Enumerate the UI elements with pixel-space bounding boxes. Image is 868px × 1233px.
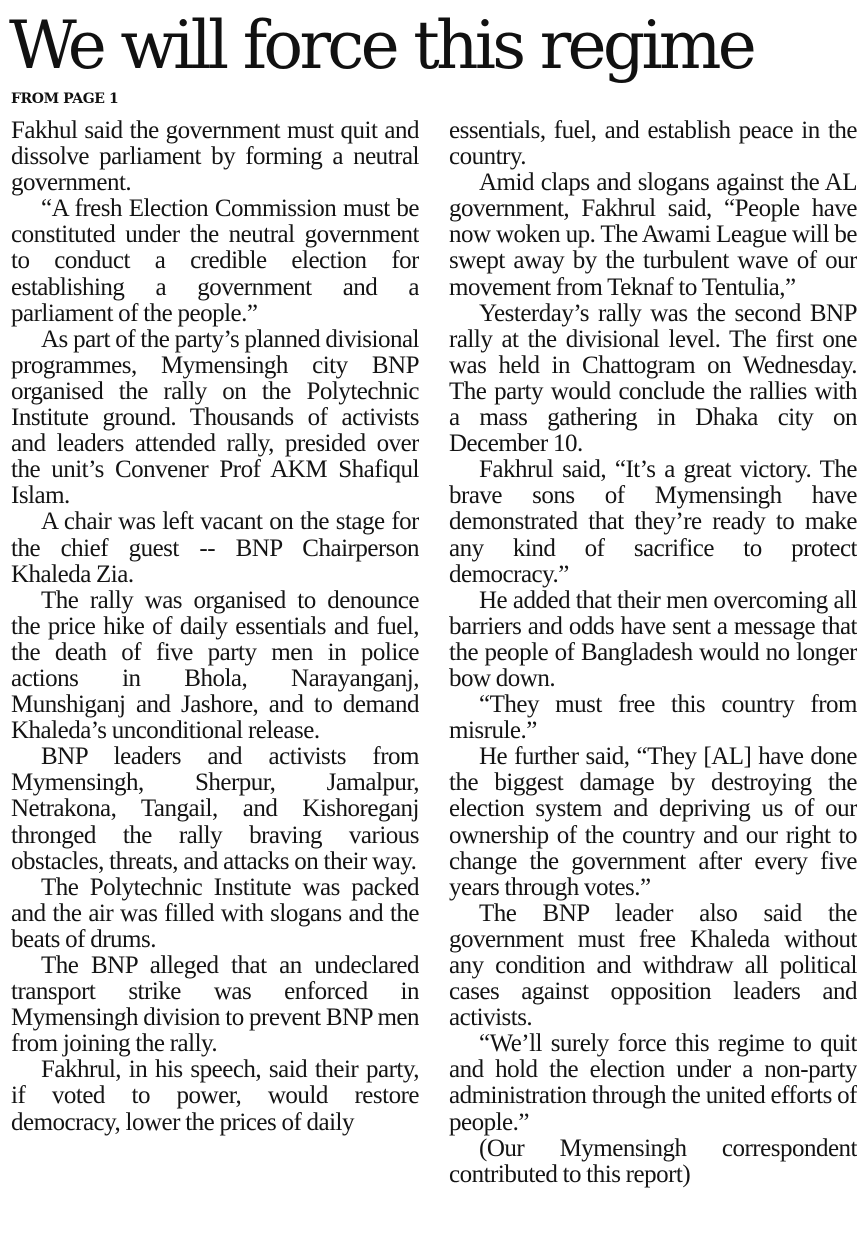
paragraph: As part of the party’s planned divisional programmes, Mymensingh city BNP organised the rally on the Polytechnic Institute ground. Thousands of activists and leaders attended rally, presided over the unit’s Convener Prof AKM Shafiqul Islam. (11, 325, 419, 510)
credit-line: (Our Mymensingh correspondent contributed to this report) (449, 1134, 857, 1188)
paragraph: He added that their men overcoming all barriers and odds have sent a message that the people of Bangladesh would no longer bow down. (449, 586, 857, 692)
paragraph: “A fresh Election Commission must be constituted under the neutral government to conduct a credible election for establishing a government and a parliament of the people.” (11, 195, 419, 327)
paragraph: “They must free this country from misrule.” (449, 691, 857, 745)
paragraph: Fakhul said the government must quit and dissolve parliament by forming a neutral government. (11, 118, 419, 197)
paragraph: The Polytechnic Institute was packed and the air was filled with slogans and the beats of drums. (11, 873, 419, 953)
headline: We will force this regime (9, 7, 754, 84)
paragraph: He further said, “They [AL] have done the biggest damage by destroying the election system and depriving us of our ownership of the country and our right to change the government after every five years through votes.” (449, 743, 857, 901)
paragraph: Yesterday’s rally was the second BNP rally at the divisional level. The first one was held in Chattogram on Wednesday. The party would conclude the rallies with a mass gathering in Dhaka city on December 10. (449, 299, 857, 458)
paragraph: “We’ll surely force this regime to quit and hold the election under a non-party administration through the united efforts of people.” (449, 1030, 857, 1136)
paragraph: Fakhrul said, “It’s a great victory. The brave sons of Mymensingh have demonstrated that they’re ready to make any kind of sacrifice to protect democracy.” (449, 456, 857, 588)
article-column-left (11, 118, 419, 1228)
paragraph: A chair was left vacant on the stage for the chief guest -- BNP Chairperson Khaleda Zia. (11, 508, 419, 588)
article-column-right (449, 118, 857, 1228)
paragraph: The BNP alleged that an undeclared transport strike was enforced in Mymensingh division to prevent BNP men from joining the rally. (11, 952, 419, 1058)
paragraph: BNP leaders and activists from Mymensingh, Sherpur, Jamalpur, Netrakona, Tangail, and Kishoreganj thronged the rally braving various obstacles, threats, and attacks on their way. (11, 743, 419, 875)
paragraph: essentials, fuel, and establish peace in the country. (449, 118, 857, 171)
jump-label: FROM PAGE 1 (11, 91, 119, 107)
paragraph: Amid claps and slogans against the AL government, Fakhrul said, “People have now woken up. The Awami League will be swept away by the turbulent wave of our movement from Teknaf to Tentulia,” (449, 169, 857, 301)
paragraph: The BNP leader also said the government must free Khaleda without any condition and withdraw all political cases against opposition leaders and activists. (449, 899, 857, 1032)
paragraph: Fakhrul, in his speech, said their party, if voted to power, would restore democracy, lower the prices of daily (11, 1056, 419, 1136)
paragraph: The rally was organised to denounce the price hike of daily essentials and fuel, the death of five party men in police actions in Bhola, Narayanganj, Munshiganj and Jashore, and to demand Khaleda’s unconditional release. (11, 586, 419, 745)
